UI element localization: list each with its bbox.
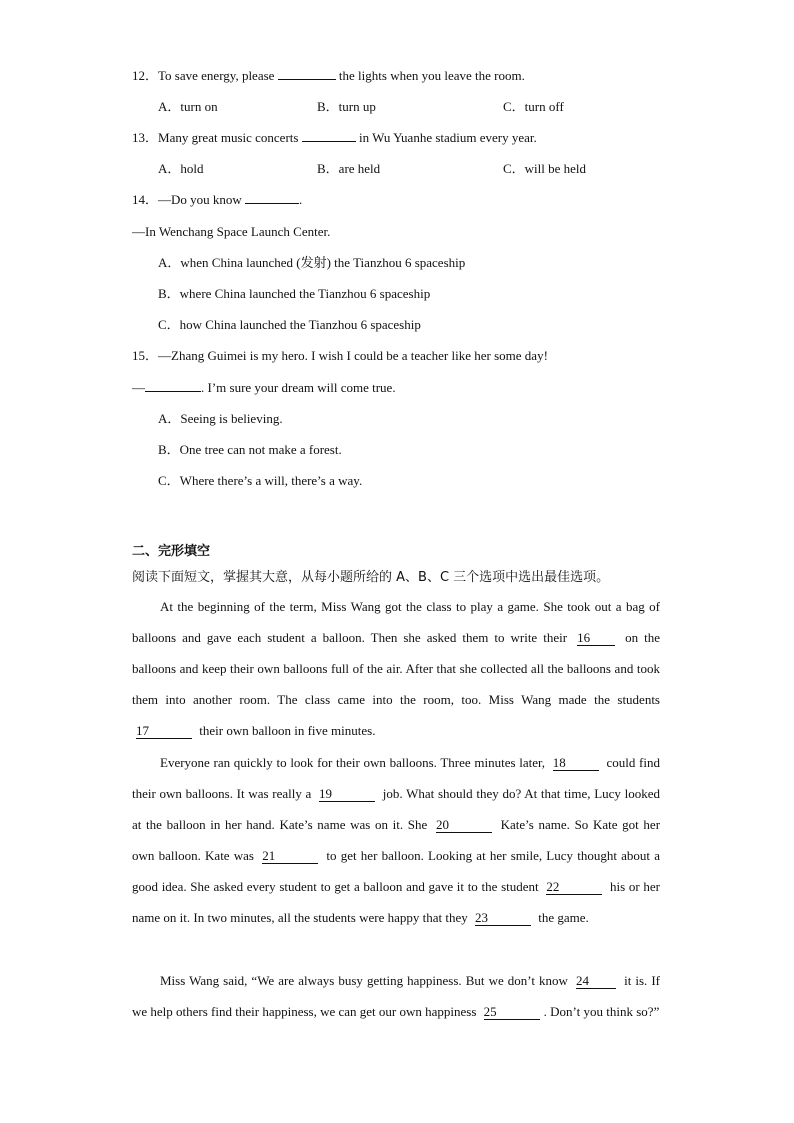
question-stem-end: the lights when you leave the room. [338,68,525,83]
blank-20: 20 [436,818,492,833]
reply-dash: — [132,380,145,395]
option-a: A．turn on [158,99,218,114]
reply-text: . I’m sure your dream will come true. [201,380,396,395]
passage-text: to get her balloon. Looking at her smile, Lucy thought about a good idea. She asked every student to get a balloon and gave it to the student [132,848,661,894]
answer-blank [245,191,299,204]
passage-text: Miss Wang said, “We are always busy getting happiness. But we don’t know [160,973,568,988]
question-number: 15． [132,348,159,363]
dialogue-reply [132,379,396,397]
option-a: A．hold [158,161,204,176]
blank-24: 24 [576,974,616,989]
option-c: C．Where there’s a will, there’s a way. [158,473,363,488]
blank-25: 25 [484,1005,540,1020]
passage-text: the game. [538,910,589,925]
option-b: B．where China launched the Tianzhou 6 spaceship [158,286,431,301]
passage-text: . Don’t you think so?” [543,1004,660,1019]
question-stem: —Zhang Guimei is my hero. I wish I could be a teacher like her some day! [158,348,548,363]
question-15 [132,347,548,365]
passage-text: their own balloon in five minutes. [199,723,376,738]
option-a: A．when China launched (发射) the Tianzhou 6 spaceship [158,255,466,270]
question-stem-end: in Wu Yuanhe stadium every year. [358,130,537,145]
blank-22: 22 [546,880,602,895]
option-b: B．One tree can not make a forest. [158,442,342,457]
blank-23: 23 [475,911,531,926]
blank-21: 21 [262,849,318,864]
passage-text: his or her name on it. In two minutes, all the students were happy that they [132,879,661,925]
question-14 [132,191,302,209]
passage-text: Kate’s name. So Kate got her own balloon. Kate was [132,817,661,863]
option-c: C．how China launched the Tianzhou 6 spaceship [158,317,421,332]
option-b: B．turn up [317,99,376,114]
option-c: C．will be held [503,161,587,176]
passage-text: At the beginning of the term, Miss Wang got the class to play a game. She took out a bag of balloons and gave each student a balloon. Then she asked them to write their [132,599,660,645]
passage-paragraph-3 [132,965,660,1027]
passage-text: could find their own balloons. It was really a [132,755,660,801]
answer-blank [302,129,356,142]
question-number: 14． [132,192,159,207]
section-instruction: 阅读下面短文，掌握其大意，从每小题所给的 A、B、C 三个选项中选出最佳选项。 [132,570,610,585]
option-c: C．turn off [503,99,564,114]
question-13 [132,129,537,147]
dialogue-reply: —In Wenchang Space Launch Center. [132,224,331,239]
question-stem-end: . [299,192,303,207]
question-stem: To save energy, please [158,68,275,83]
blank-17: 17 [136,724,192,739]
blank-18: 18 [553,756,599,771]
option-b: B．are held [317,161,381,176]
passage-text: job. What should they do? At that time, Lucy looked at the balloon in her hand. Kate’s name was on it. She [132,786,661,832]
answer-blank [278,67,336,80]
passage-text: it is. If we help others find their happiness, we can get our own happiness [132,973,661,1019]
passage-text: Everyone ran quickly to look for their own balloons. Three minutes later, [160,755,546,770]
passage-text: on the balloons and keep their own balloons full of the air. After that she collected all the balloons and took them into another room. The class came into the room, too. Miss Wang made the students [132,630,661,707]
question-number: 12． [132,68,159,83]
question-number: 13． [132,130,159,145]
blank-19: 19 [319,787,375,802]
option-a: A．Seeing is believing. [158,411,283,426]
passage-paragraph-1 [132,591,660,746]
question-stem: Many great music concerts [158,130,299,145]
answer-blank [145,379,201,392]
passage-paragraph-2 [132,747,660,933]
question-stem: —Do you know [158,192,242,207]
question-12 [132,67,525,85]
section-title: 二、完形填空 [132,544,211,559]
blank-16: 16 [577,631,615,646]
